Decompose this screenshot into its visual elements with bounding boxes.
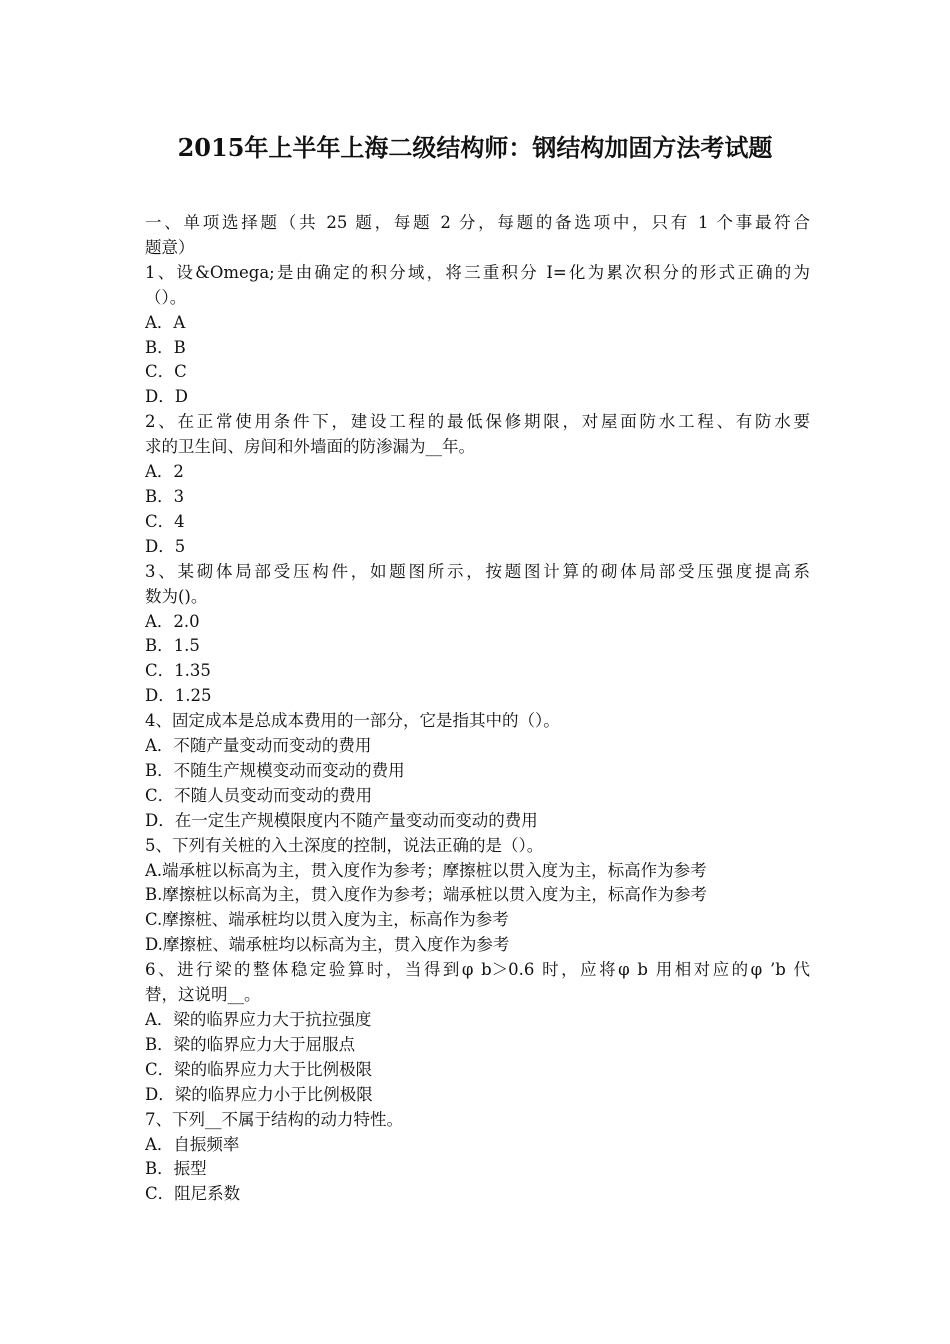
text-line: B．B [145, 337, 186, 357]
text-line: B．3 [145, 486, 185, 506]
text-line: B.摩擦桩以标高为主，贯入度作为参考；端承桩以贯入度为主，标高作为参考 [145, 885, 707, 905]
text-line: A．2.0 [145, 611, 200, 631]
text-line: A．梁的临界应力大于抗拉强度 [145, 1010, 372, 1029]
text-line: 2、在正常使用条件下，建设工程的最低保修期限，对屋面防水工程、有防水要 [145, 412, 810, 432]
text-line: 4、固定成本是总成本费用的一部分，它是指其中的（）。 [145, 711, 560, 731]
text-line: 5、下列有关桩的入土深度的控制，说法正确的是（）。 [145, 835, 544, 855]
question-list [145, 211, 810, 1207]
text-line: A．自振频率 [145, 1134, 240, 1154]
text-line: B．不随生产规模变动而变动的费用 [145, 760, 405, 780]
text-line: 题意） [145, 237, 195, 257]
text-line: （）。 [145, 287, 187, 307]
text-line: 6、进行梁的整体稳定验算时，当得到φ b＞0.6 时，应将φ b 用相对应的φ ’b 代 [145, 960, 810, 980]
text-line: A．A [145, 312, 186, 332]
text-line: A．不随产量变动而变动的费用 [145, 736, 372, 756]
text-line: D．D [145, 387, 188, 407]
text-line: D．梁的临界应力小于比例极限 [145, 1084, 373, 1104]
text-line: 数为()。 [145, 586, 208, 606]
text-line: A．2 [145, 462, 184, 482]
text-line: B．振型 [145, 1159, 207, 1179]
text-line: C．梁的临界应力大于比例极限 [145, 1059, 373, 1079]
text-line: C．4 [145, 511, 185, 531]
text-line: B．梁的临界应力大于屈服点 [145, 1034, 356, 1054]
text-line: 1、设&Omega;是由确定的积分域，将三重积分 I=化为累次积分的形式正确的为 [145, 262, 810, 282]
text-line: 3、某砌体局部受压构件，如题图所示，按题图计算的砌体局部受压强度提高系 [145, 561, 810, 581]
text-line: D．1.25 [145, 686, 212, 706]
text-line: 求的卫生间、房间和外墙面的防渗漏为__年。 [145, 437, 475, 457]
text-line: C．C [145, 362, 187, 382]
text-line: D．5 [145, 536, 186, 556]
text-line: D．在一定生产规模限度内不随产量变动而变动的费用 [145, 810, 538, 830]
text-line: 7、下列__不属于结构的动力特性。 [145, 1109, 403, 1129]
text-line: C．不随人员变动而变动的费用 [145, 785, 373, 805]
text-line: 一、单项选择题（共 25 题，每题 2 分，每题的备选项中，只有 1 个事最符合 [145, 213, 810, 232]
text-line: C．1.35 [145, 661, 211, 681]
text-line: D.摩擦桩、端承桩均以标高为主，贯入度作为参考 [145, 935, 510, 955]
text-line: A.端承桩以标高为主，贯入度作为参考；摩擦桩以贯入度为主，标高作为参考 [145, 860, 707, 880]
text-line: B．1.5 [145, 636, 200, 656]
page-title: 2015年上半年上海二级结构师：钢结构加固方法考试题 [177, 133, 773, 162]
text-line: C.摩擦桩、端承桩均以贯入度为主，标高作为参考 [145, 910, 509, 930]
text-line: C．阻尼系数 [145, 1184, 241, 1204]
text-line: 替，这说明__。 [145, 985, 261, 1005]
